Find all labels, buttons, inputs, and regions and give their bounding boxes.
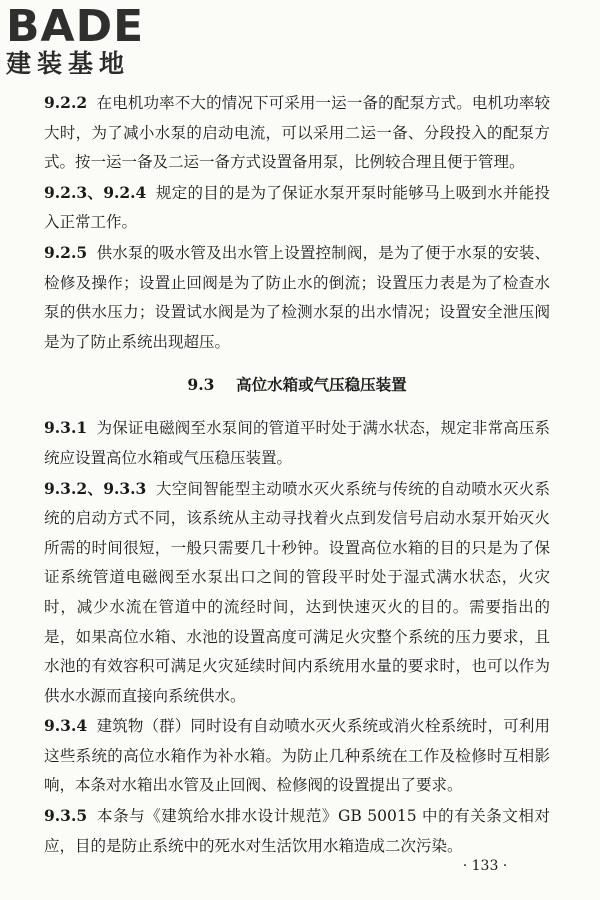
clause-text: 为保证电磁阀至水泵间的管道平时处于满水状态，规定非常高压系统应设置高位水箱或气压稳压装置。 [44,419,550,467]
section-number: 9.3 [187,375,215,395]
logo-wordmark: BADE [6,1,145,52]
clause-9-2-5 [44,238,550,357]
clause-text: 大空间智能型主动喷水灭火系统与传统的自动喷水灭火系统的启动方式不同，该系统从主动寻找着火点到发信号启动水泵开始灭火所需的时间很短，一般只需要几十秒钟。设置高位水箱的目的只是为了保证系统管道电磁阀至水泵出口之间的管段平时处于湿式满水状态，火灾时，减少水流在管道中的流经时间，达到快速灭火的目的。需要指出的是，如果高位水箱、水池的设置高度可满足火灾整个系统的压力要求，且水池的有效容积可满足火灾延续时间内系统用水量的要求时，也可以作为供水水源而直接向系统供水。 [44,479,550,705]
page-body [44,88,550,861]
logo-subtitle: 建装基地 [6,49,131,78]
clause-9-3-2 [44,474,550,712]
clause-number: 9.3.5 [44,806,88,826]
clause-number: 9.3.2、9.3.3 [44,478,147,498]
section-heading [44,357,550,413]
page-number: · 133 · [462,858,508,874]
clause-9-3-4 [44,711,550,801]
clause-number: 9.2.2 [44,93,88,112]
clause-9-2-2 [44,88,550,178]
watermark-logo [6,1,176,78]
clause-text: 在电机功率不大的情况下可采用一运一备的配泵方式。电机功率较大时，为了减小水泵的启动电流，可以采用二运一备、分段投入的配泵方式。按一运一备及二运一备方式设置备用泵，比例较合理且便于管理。 [44,94,550,172]
clause-text: 规定的目的是为了保证水泵开泵时能够马上吸到水并能投入正常工作。 [44,183,550,232]
clause-9-3-1 [44,413,550,473]
clause-text: 建筑物（群）同时设有自动喷水灭火系统或消火栓系统时，可利用这些系统的高位水箱作为补水箱。为防止几种系统在工作及检修时互相影响，本条对水箱出水管及止回阀、检修阀的设置提出了要求。 [44,717,550,795]
clause-number: 9.2.3、9.2.4 [44,182,147,202]
clause-number: 9.3.1 [44,418,88,438]
clause-9-2-3 [44,178,550,238]
clause-text: 本条与《建筑给水排水设计规范》GB 50015 中的有关条文相对应，目的是防止系统中的死水对生活饮用水箱造成二次污染。 [44,807,550,855]
clause-number: 9.3.4 [44,716,88,736]
clause-number: 9.2.5 [44,242,88,262]
clause-9-3-5 [44,801,550,861]
clause-text: 供水泵的吸水管及出水管上设置控制阀，是为了便于水泵的安装、检修及操作；设置止回阀是为了防止水的倒流；设置压力表是为了检查水泵的供水压力；设置试水阀是为了检测水泵的出水情况；设置安全泄压阀是为了防止系统出现超压。 [44,243,550,351]
section-title-text: 高位水箱或气压稳压装置 [236,375,407,395]
